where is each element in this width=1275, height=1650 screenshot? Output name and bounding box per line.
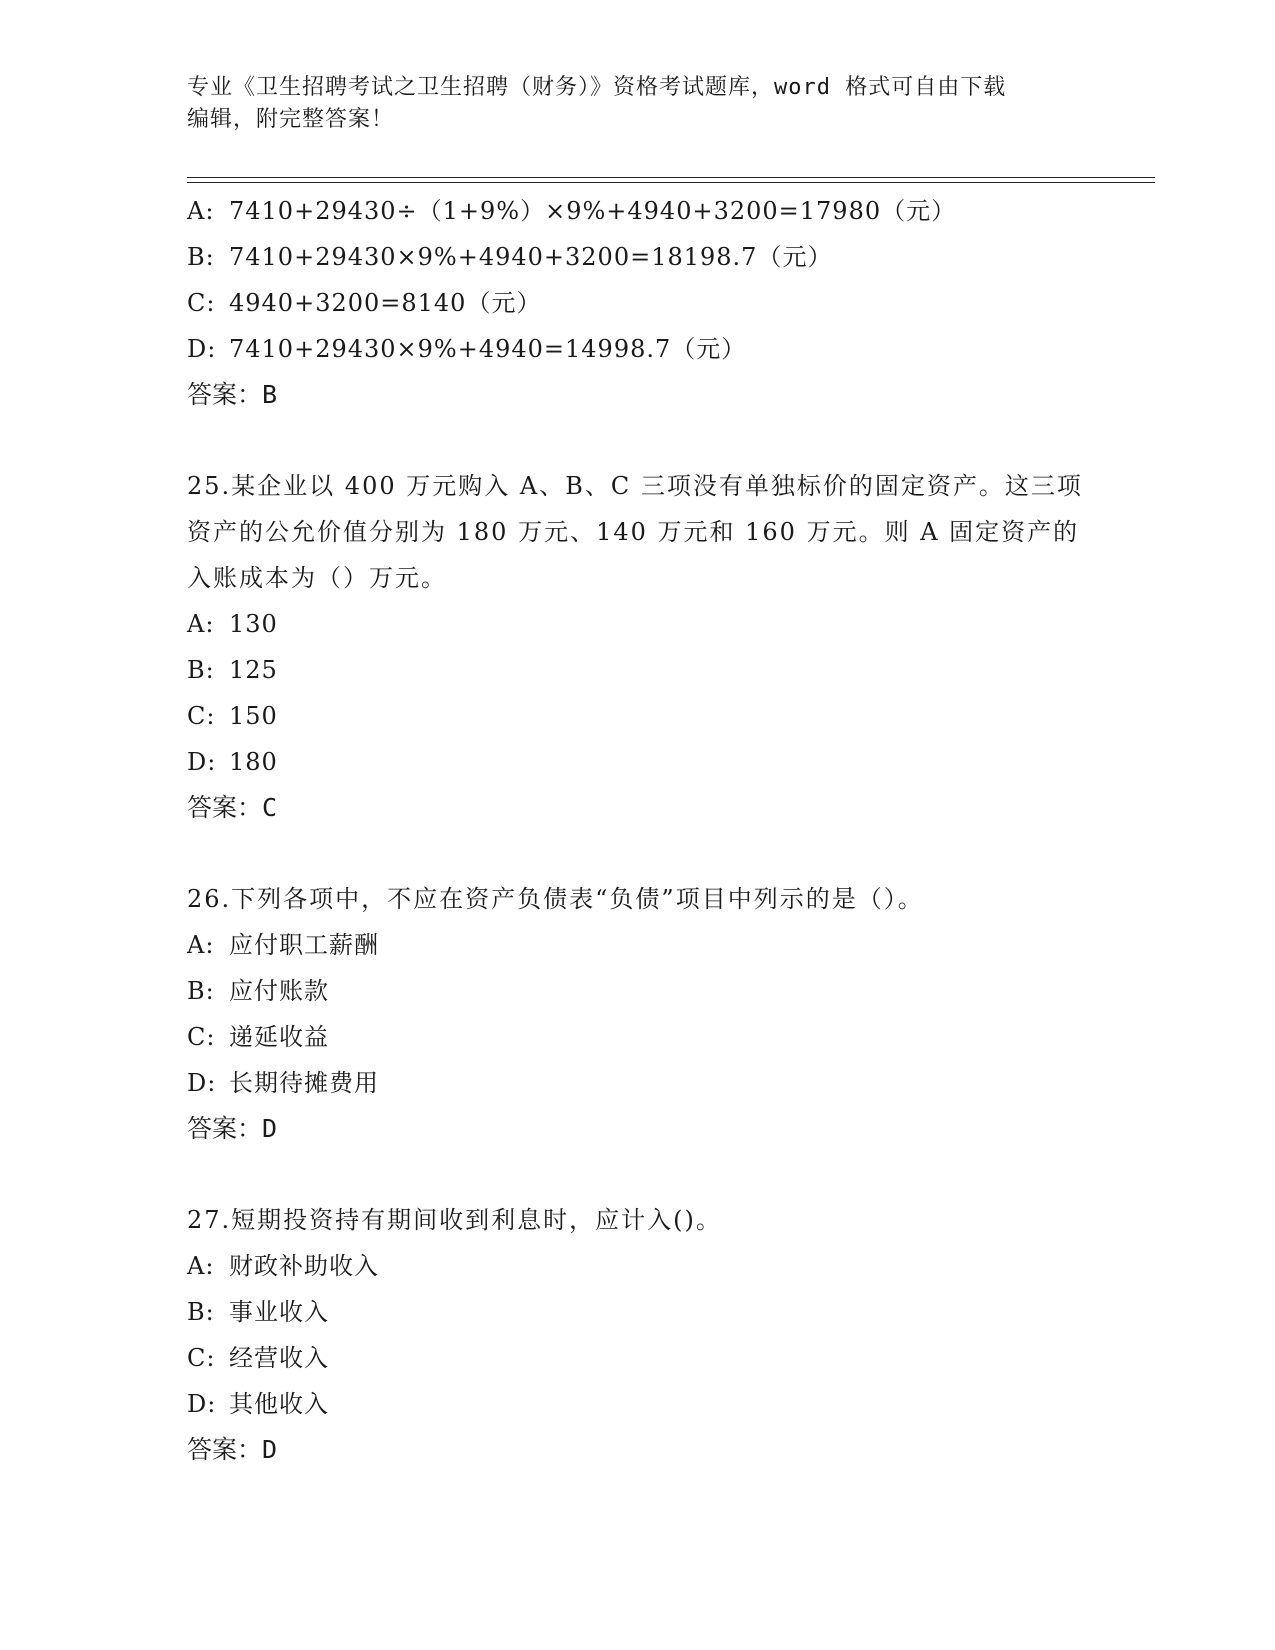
answer-line: 答案：D — [187, 1114, 278, 1143]
option-letter: D: — [187, 748, 217, 776]
option-text: 递延收益 — [229, 1023, 329, 1051]
answer-line: 答案：C — [187, 793, 278, 822]
question-block-24 — [187, 188, 1087, 418]
option-text: 125 — [229, 656, 278, 684]
option-b — [187, 1289, 1087, 1335]
option-text: 7410+29430×9%+4940+3200=18198.7（元） — [229, 243, 833, 271]
option-a — [187, 188, 1087, 234]
option-a — [187, 922, 1087, 968]
option-letter: A: — [187, 1252, 215, 1280]
question-stem: 25.某企业以 400 万元购入 A、B、C 三项没有单独标价的固定资产。这三项资产的公允价值分别为 180 万元、140 万元和 160 万元。则 A 固定资产的入账成本为（）万元。 — [187, 472, 1083, 592]
option-letter: C: — [187, 702, 216, 730]
option-d — [187, 739, 1087, 785]
option-letter: A: — [187, 610, 215, 638]
option-text: 应付账款 — [229, 977, 329, 1005]
header-line-2: 编辑，附完整答案！ — [187, 107, 395, 132]
option-text: 应付职工薪酬 — [229, 931, 379, 959]
option-letter: D: — [187, 1069, 217, 1097]
option-c — [187, 1335, 1087, 1381]
question-stem: 27.短期投资持有期间收到利息时，应计入()。 — [187, 1206, 722, 1234]
question-stem: 26.下列各项中，不应在资产负债表“负债”项目中列示的是（）。 — [187, 885, 924, 913]
option-letter: B: — [187, 656, 215, 684]
document-header — [187, 72, 1087, 136]
option-text: 财政补助收入 — [229, 1252, 379, 1280]
option-a — [187, 601, 1087, 647]
option-text: 130 — [229, 610, 278, 638]
option-b — [187, 647, 1087, 693]
option-text: 其他收入 — [229, 1390, 329, 1418]
option-letter: B: — [187, 243, 215, 271]
option-letter: C: — [187, 289, 216, 317]
question-block-26 — [187, 876, 1087, 1152]
option-letter: A: — [187, 197, 215, 225]
option-d — [187, 326, 1087, 372]
option-text: 4940+3200=8140（元） — [229, 289, 542, 317]
question-list — [187, 188, 1087, 1473]
option-b — [187, 234, 1087, 280]
option-b — [187, 968, 1087, 1014]
header-divider-top — [187, 177, 1155, 178]
option-letter: D: — [187, 1390, 217, 1418]
header-divider-bottom — [187, 182, 1155, 183]
option-letter: A: — [187, 931, 215, 959]
option-text: 7410+29430÷（1+9%）×9%+4940+3200=17980（元） — [229, 197, 957, 225]
option-d — [187, 1381, 1087, 1427]
option-a — [187, 1243, 1087, 1289]
option-text: 长期待摊费用 — [229, 1069, 379, 1097]
option-c — [187, 1014, 1087, 1060]
option-letter: B: — [187, 977, 215, 1005]
option-text: 150 — [229, 702, 278, 730]
question-block-25 — [187, 463, 1087, 831]
option-letter: D: — [187, 335, 217, 363]
option-letter: C: — [187, 1023, 216, 1051]
option-c — [187, 693, 1087, 739]
option-text: 经营收入 — [229, 1344, 329, 1372]
answer-line: 答案：B — [187, 380, 278, 409]
option-d — [187, 1060, 1087, 1106]
option-letter: C: — [187, 1344, 216, 1372]
option-text: 180 — [229, 748, 278, 776]
header-line-1: 专业《卫生招聘考试之卫生招聘（财务）》资格考试题库，word 格式可自由下载 — [187, 75, 1007, 100]
option-letter: B: — [187, 1298, 215, 1326]
option-c — [187, 280, 1087, 326]
answer-line: 答案：D — [187, 1435, 278, 1464]
option-text: 7410+29430×9%+4940=14998.7（元） — [229, 335, 747, 363]
question-block-27 — [187, 1197, 1087, 1473]
option-text: 事业收入 — [229, 1298, 329, 1326]
